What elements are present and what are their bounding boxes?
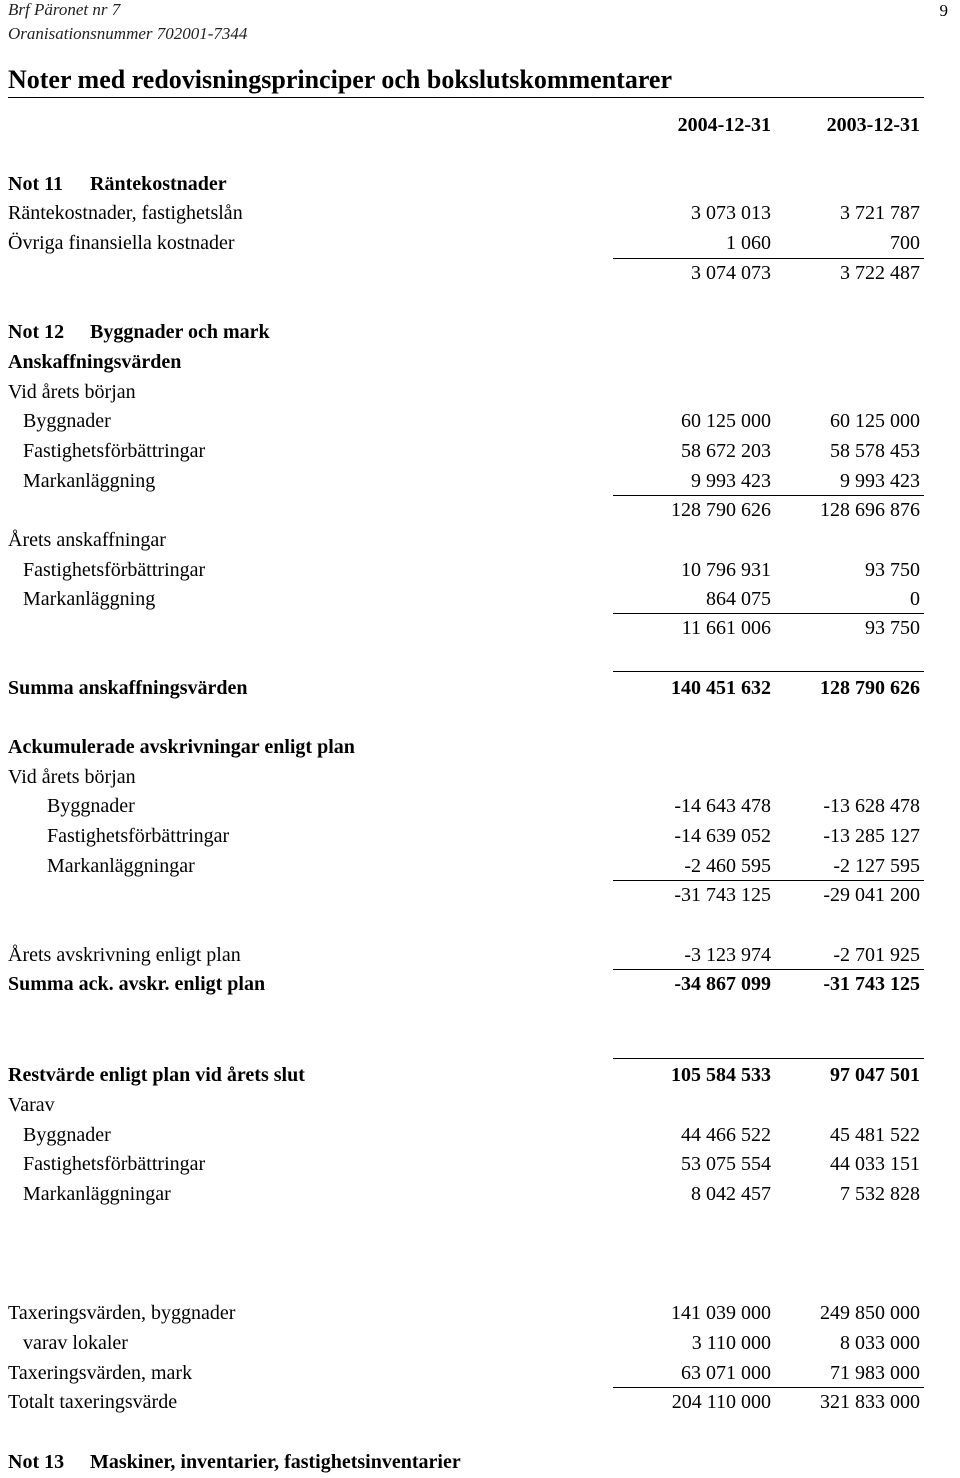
table-row	[0, 436, 960, 466]
note13-title: Maskiner, inventarier, fastighetsinventarier	[90, 1451, 461, 1473]
total-row	[0, 880, 960, 910]
row-value-2004: 63 071 000	[681, 1362, 771, 1384]
page-number: 9	[939, 1, 948, 20]
residual-value-2004: 105 584 533	[671, 1064, 771, 1086]
total-value-2003: -29 041 200	[823, 884, 920, 906]
row-value-2003: 60 125 000	[830, 410, 920, 432]
row-value-2003: 321 833 000	[820, 1391, 920, 1413]
row-label: Fastighetsförbättringar	[47, 825, 230, 847]
note11-heading	[0, 169, 960, 199]
row-value-2004: 60 125 000	[681, 410, 771, 432]
residual-value-2003: 97 047 501	[830, 1064, 920, 1086]
total-row	[0, 258, 960, 288]
of-which-label: Varav	[8, 1094, 55, 1116]
row-value-2003: 8 033 000	[840, 1332, 920, 1354]
row-value-2003: 9 993 423	[840, 470, 920, 492]
total-row	[0, 613, 960, 643]
residual-row	[0, 1060, 960, 1090]
total-value-2003: 128 696 876	[820, 499, 920, 521]
acquisition-heading: Anskaffningsvärden	[8, 351, 182, 373]
row-value-2003: 44 033 151	[830, 1153, 920, 1175]
row-value-2003: 0	[910, 588, 920, 610]
row-label: Markanläggningar	[47, 855, 195, 877]
subsection-label	[0, 1090, 960, 1120]
sum-row	[0, 969, 960, 999]
row-label: varav lokaler	[23, 1332, 128, 1354]
table-row	[0, 1298, 960, 1328]
column-header-2004: 2004-12-31	[677, 114, 771, 136]
row-value-2003: 249 850 000	[820, 1302, 920, 1324]
sum-value-2003: 128 790 626	[820, 677, 920, 699]
subsection-label	[0, 525, 960, 555]
table-row	[0, 1358, 960, 1388]
subsection-label	[0, 762, 960, 792]
row-value-2003: 45 481 522	[830, 1124, 920, 1146]
table-row	[0, 466, 960, 496]
row-value-2003: -13 628 478	[823, 795, 920, 817]
row-label: Årets avskrivning enligt plan	[8, 944, 241, 966]
row-value-2003: 58 578 453	[830, 440, 920, 462]
title-divider	[8, 97, 924, 98]
row-value-2004: 864 075	[706, 588, 771, 610]
row-label: Taxeringsvärden, byggnader	[8, 1302, 236, 1324]
sum-rule	[613, 671, 924, 672]
row-label: Fastighetsförbättringar	[23, 559, 206, 581]
total-value-2004: 3 074 073	[691, 262, 771, 284]
row-value-2004: 9 993 423	[691, 470, 771, 492]
row-label: Byggnader	[47, 795, 135, 817]
acq-year-label: Årets anskaffningar	[8, 529, 166, 551]
row-label: Markanläggningar	[23, 1183, 171, 1205]
subsection-label	[0, 377, 960, 407]
note13-number: Not 13	[8, 1451, 65, 1473]
row-label: Räntekostnader, fastighetslån	[8, 202, 243, 224]
org-number: Oranisationsnummer 702001-7344	[8, 24, 248, 43]
note13-heading	[0, 1447, 960, 1477]
row-label: Taxeringsvärden, mark	[8, 1362, 193, 1384]
row-label: Övriga finansiella kostnader	[8, 232, 235, 254]
row-label: Markanläggning	[23, 588, 156, 610]
row-label: Totalt taxeringsvärde	[8, 1391, 178, 1413]
row-value-2004: 3 073 013	[691, 202, 771, 224]
section-heading	[0, 347, 960, 377]
section-heading	[0, 732, 960, 762]
residual-rule	[613, 1058, 924, 1059]
row-value-2003: -2 127 595	[833, 855, 920, 877]
row-value-2003: 700	[890, 232, 920, 254]
total-value-2004: -31 743 125	[674, 884, 771, 906]
column-header-2003: 2003-12-31	[826, 114, 920, 136]
sum-label: Summa anskaffningsvärden	[8, 677, 248, 699]
sum-label: Summa ack. avskr. enligt plan	[8, 973, 266, 995]
depreciation-heading: Ackumulerade avskrivningar enligt plan	[8, 736, 355, 758]
note12-number: Not 12	[8, 321, 65, 343]
column-header-row	[0, 110, 960, 140]
row-label: Byggnader	[23, 1124, 111, 1146]
table-row	[0, 555, 960, 585]
note12-title: Byggnader och mark	[90, 321, 270, 343]
row-value-2004: -14 643 478	[674, 795, 771, 817]
sum-value-2004: 140 451 632	[671, 677, 771, 699]
row-value-2004: -14 639 052	[674, 825, 771, 847]
sum-value-2003: -31 743 125	[823, 973, 920, 995]
row-value-2004: 58 672 203	[681, 440, 771, 462]
dep-start-label: Vid årets början	[8, 766, 136, 788]
row-value-2003: -2 701 925	[833, 944, 920, 966]
residual-label: Restvärde enligt plan vid årets slut	[8, 1064, 305, 1086]
sum-value-2004: -34 867 099	[674, 973, 771, 995]
acq-start-label: Vid årets början	[8, 381, 136, 403]
row-value-2004: 1 060	[726, 232, 771, 254]
table-row	[0, 198, 960, 228]
row-value-2003: 3 721 787	[840, 202, 920, 224]
row-value-2004: 53 075 554	[681, 1153, 771, 1175]
table-row	[0, 1120, 960, 1150]
table-row	[0, 1149, 960, 1179]
row-value-2004: -3 123 974	[684, 944, 771, 966]
table-row	[0, 821, 960, 851]
note11-title: Räntekostnader	[90, 173, 227, 195]
total-value-2004: 128 790 626	[671, 499, 771, 521]
row-value-2004: 8 042 457	[691, 1183, 771, 1205]
table-row	[0, 940, 960, 970]
table-row	[0, 1328, 960, 1358]
total-value-2003: 93 750	[865, 617, 920, 639]
row-value-2003: 71 983 000	[830, 1362, 920, 1384]
total-row	[0, 1387, 960, 1417]
total-value-2004: 11 661 006	[681, 617, 771, 639]
table-row	[0, 228, 960, 258]
row-value-2004: 3 110 000	[691, 1332, 771, 1354]
page-title: Noter med redovisningsprinciper och bokslutskommentarer	[8, 65, 672, 94]
row-value-2003: -13 285 127	[823, 825, 920, 847]
table-row	[0, 851, 960, 881]
row-label: Markanläggning	[23, 470, 156, 492]
row-label: Fastighetsförbättringar	[23, 1153, 206, 1175]
row-value-2004: -2 460 595	[684, 855, 771, 877]
row-value-2004: 141 039 000	[671, 1302, 771, 1324]
row-value-2004: 44 466 522	[681, 1124, 771, 1146]
sum-row	[0, 673, 960, 703]
total-row	[0, 495, 960, 525]
table-row	[0, 584, 960, 614]
total-value-2003: 3 722 487	[840, 262, 920, 284]
row-value-2003: 93 750	[865, 559, 920, 581]
table-row	[0, 1179, 960, 1209]
row-label: Fastighetsförbättringar	[23, 440, 206, 462]
row-value-2004: 10 796 931	[681, 559, 771, 581]
row-value-2004: 204 110 000	[671, 1391, 771, 1413]
row-value-2003: 7 532 828	[840, 1183, 920, 1205]
table-row	[0, 791, 960, 821]
note12-heading	[0, 317, 960, 347]
org-name: Brf Päronet nr 7	[8, 0, 121, 19]
table-row	[0, 406, 960, 436]
note11-number: Not 11	[8, 173, 63, 195]
row-label: Byggnader	[23, 410, 111, 432]
